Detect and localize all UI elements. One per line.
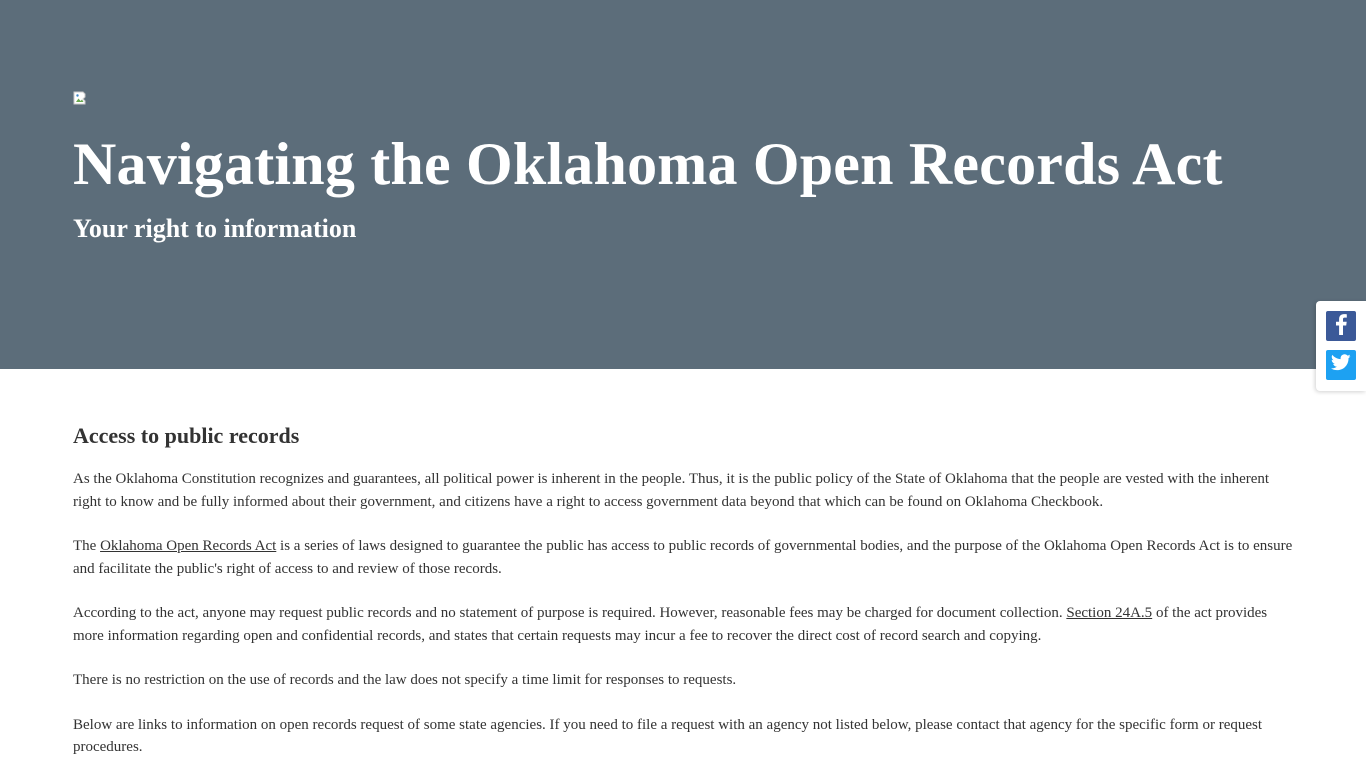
paragraph-request-fees [73,602,1295,647]
section-heading: Access to public records [73,423,300,448]
paragraph-text: of the act provides more information regarding open and confidential records, and states that certain requests may incur a fee to recover the direct cost of record search and copying. [73,605,1268,644]
hero-banner [0,0,1366,369]
facebook-icon [1334,313,1348,340]
paragraph-text: According to the act, anyone may request public records and no statement of purpose is required. However, reasonable fees may be charged for document collection. [73,605,1067,621]
social-share-panel [1316,301,1366,391]
paragraph-agency-links: Below are links to information on open records request of some state agencies. If you need to file a request with an agency not listed below, please contact that agency for the specific form or request procedures. [73,716,1263,755]
paragraph-open-records-act [73,535,1295,580]
paragraph-constitution: As the Oklahoma Constitution recognizes and guarantees, all political power is inherent in the people. Thus, it is the public policy of the State of Oklahoma that the people are vested with the inherent right to know and be fully informed about their government, and citizens have a right to access government data beyond that which can be found on Oklahoma Checkbook. [73,471,1270,510]
page-subtitle: Your right to information [73,214,357,243]
twitter-icon [1331,354,1351,376]
page-title: Navigating the Oklahoma Open Records Act [73,131,1223,197]
facebook-share-button[interactable] [1326,311,1356,341]
paragraph-no-restriction: There is no restriction on the use of records and the law does not specify a time limit for responses to requests. [73,672,737,688]
open-records-act-link[interactable]: Oklahoma Open Records Act [100,538,277,554]
section-24a5-link[interactable]: Section 24A.5 [1066,605,1153,621]
twitter-share-button[interactable] [1326,350,1356,380]
broken-image-icon [73,91,89,105]
main-content [73,420,1295,781]
paragraph-text: is a series of laws designed to guarantee the public has access to public records of governmental bodies, and the purpose of the Oklahoma Open Records Act is to ensure and facilitate the public's right of access to and review of those records. [73,538,1293,577]
paragraph-text: The [73,538,101,554]
